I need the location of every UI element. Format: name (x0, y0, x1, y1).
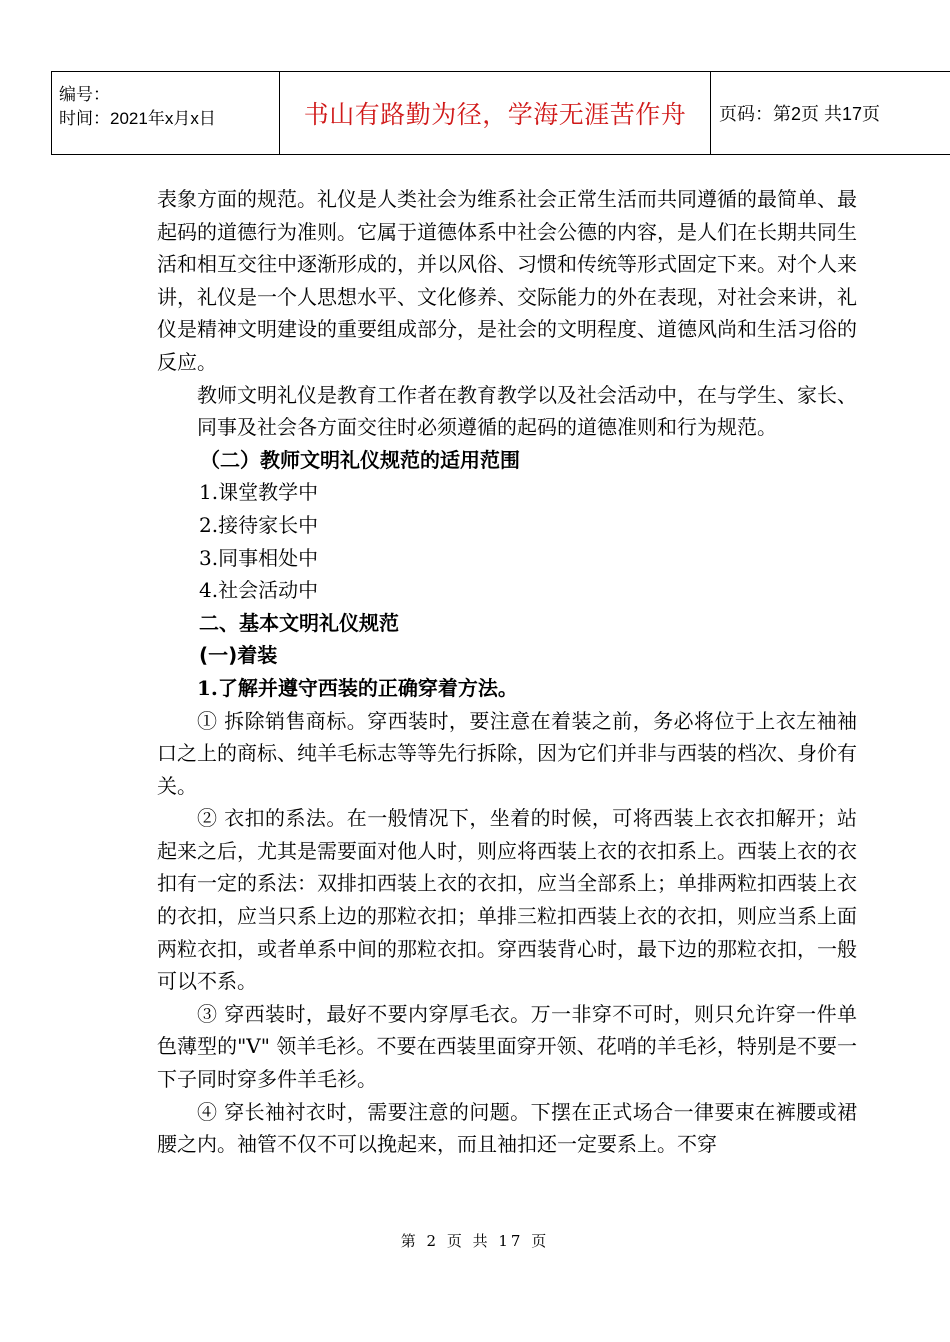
heading-dress: (一)着装 (199, 643, 278, 668)
page-footer: 第 2 页 共 17 页 (400, 1232, 550, 1250)
header-page-cell (711, 72, 950, 155)
document-number-label: 编号： (59, 85, 110, 104)
scope-item-social: 4.社会活动中 (199, 578, 319, 603)
heading-scope: （二）教师文明礼仪规范的适用范围 (200, 447, 520, 472)
header-meta-cell (52, 72, 280, 155)
heading-suit-method: 1.了解并遵守西装的正确穿着方法。 (197, 675, 518, 700)
paragraph-remove-label: ① 拆除销售商标。穿西装时，要注意在着装之前，务必将位于上衣左袖袖口之上的商标、纯羊毛标志等等先行拆除，因为它们并非与西装的档次、身价有关。 (157, 708, 857, 798)
heading-basic-etiquette: 二、基本文明礼仪规范 (199, 610, 399, 635)
scope-item-colleagues: 3.同事相处中 (199, 545, 319, 570)
paragraph-sweater: ③ 穿西装时，最好不要内穿厚毛衣。万一非穿不可时，则只允许穿一件单色薄型的"V" 领羊毛衫。不要在西装里面穿开领、花哨的羊毛衫，特别是不要一下子同时穿多件羊毛衫。 (157, 1001, 857, 1092)
paragraph-buttons: ② 衣扣的系法。在一般情况下，坐着的时候，可将西装上衣衣扣解开；站起来之后，尤其是需要面对他人时，则应将西装上衣的衣扣系上。西装上衣的衣扣有一定的系法：双排扣西装上衣的衣扣，应当全部系上；单排两粒扣西装上衣的衣扣，应当只系上边的那粒衣扣；单排三粒扣西装上衣的衣扣，则应当系上面两粒衣扣，或者单系中间的那粒衣扣。穿西装背心时，最下边的那粒衣扣，一般可以不系。 (157, 806, 857, 994)
header-motto-cell (280, 72, 711, 155)
page-header (51, 71, 950, 155)
paragraph-long-sleeve-shirt: ④ 穿长袖衬衣时，需要注意的问题。下摆在正式场合一律要束在裤腰或裙腰之内。袖管不仅不可以挽起来，而且袖扣还一定要系上。不穿 (157, 1099, 857, 1157)
paragraph-teacher-etiquette: 教师文明礼仪是教育工作者在教育教学以及社会活动中，在与学生、家长、同事及社会各方面交往时必须遵循的起码的道德准则和行为规范。 (197, 382, 857, 440)
paragraph-etiquette-definition: 表象方面的规范。礼仪是人类社会为维系社会正常生活而共同遵循的最简单、最起码的道德行为准则。它属于道德体系中社会公德的内容，是人们在长期共同生活和相互交往中逐渐形成的，并以风俗、习惯和传统等形式固定下来。对个人来讲，礼仪是一个人思想水平、文化修养、交际能力的外在表现，对社会来讲，礼仪是精神文明建设的重要组成部分，是社会的文明程度、道德风尚和生活习俗的反应。 (157, 187, 857, 374)
document-body (157, 183, 857, 1161)
header-motto: 书山有路勤为径，学海无涯苦作舟 (303, 100, 687, 129)
header-page-code: 页码：第2页 共17页 (719, 104, 881, 124)
document-time-label: 时间：2021年x月x日 (59, 109, 216, 128)
scope-item-parents: 2.接待家长中 (199, 512, 319, 537)
scope-item-classroom: 1.课堂教学中 (199, 480, 319, 505)
